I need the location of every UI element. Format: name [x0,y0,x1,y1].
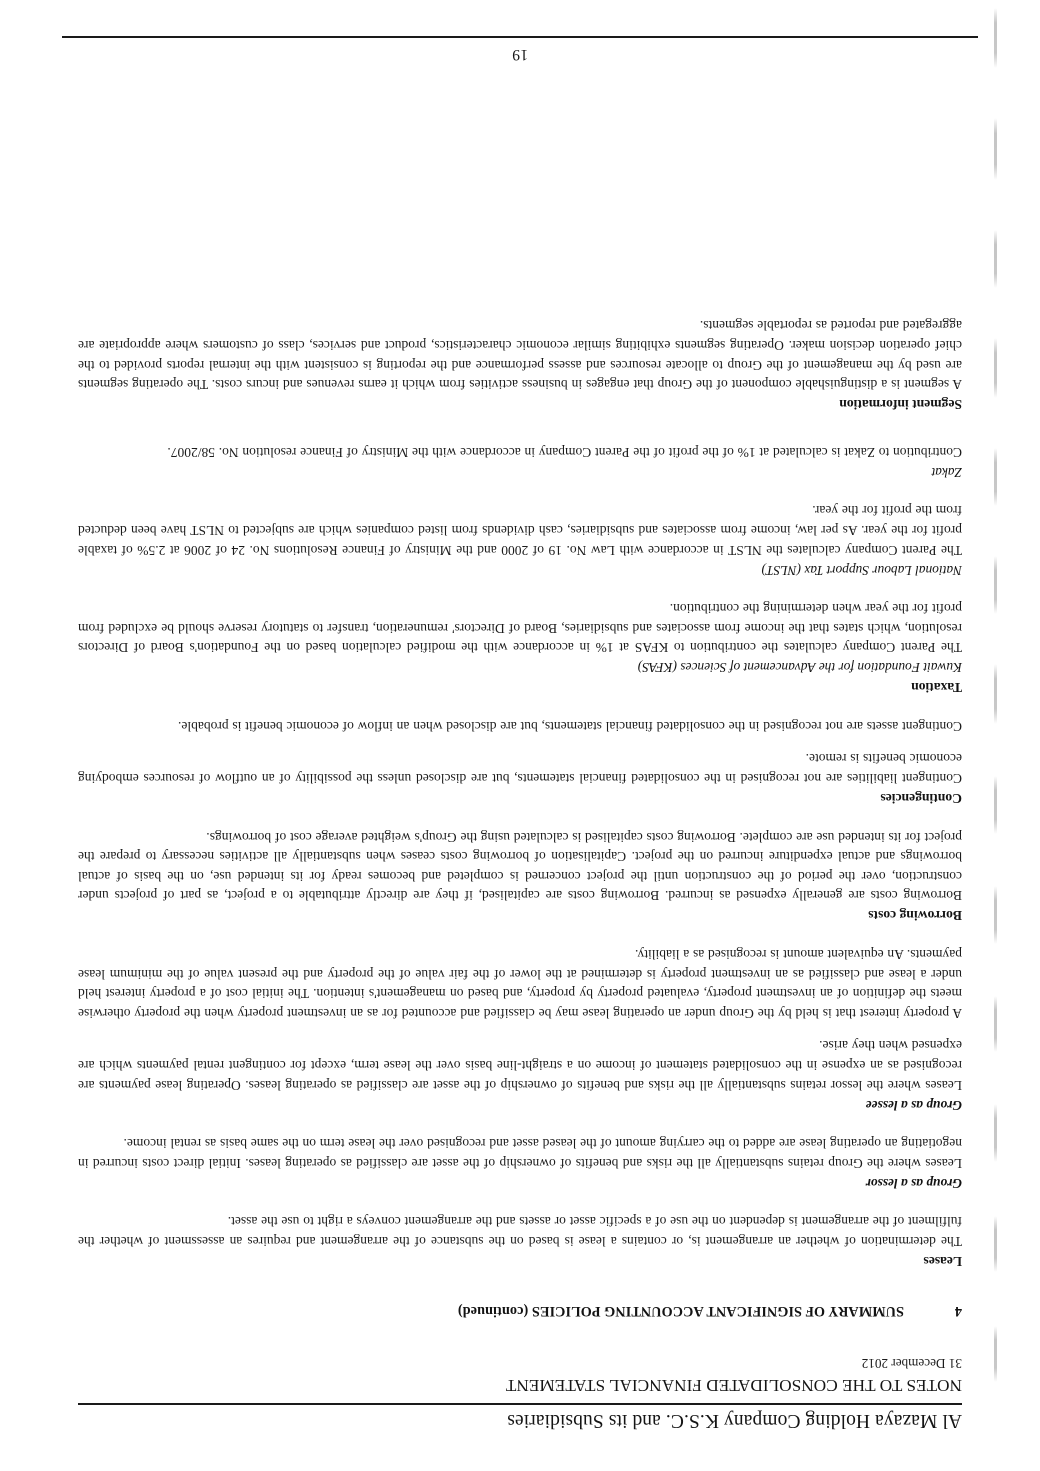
paragraph-contingencies-2: Contingent assets are not recognised in the consolidated financial statements, but are disclosed when an inflow of economic benefit is probable. [177,718,962,734]
section-heading [78,1302,962,1319]
paragraph-nlst: The Parent Company calculates the NLST in accordance with Law No. 19 of 2000 and the Ministry of Finance Resolutions No. 24 of 2006 at 2.5% of taxable profit for the year. As per law, income from associates and subsidiaries, cash dividends from listed companies which are subjected to NLST have been deducted from the profit for the year. [78,503,962,558]
paragraph-borrowing-costs: Borrowing costs are generally expensed as incurred. Borrowing costs are capitalised, if they are directly attributable to a project, as part of projects under construction, over the period of the construction until the project concerned is completed and becomes ready for its intended use, on the basis of actual borrowings and actual expenditure incurred on the project. Capitalisation of borrowing costs ceases when substantially all activities necessary to prepare the project for its intended use are complete. Borrowing costs capitalised is calculated using the Group's weighted average cost of borrowings. [78,829,962,904]
document-title: NOTES TO THE CONSOLIDATED FINANCIAL STATEMENT [505,1376,962,1395]
heading-leases: Leases [923,1254,962,1269]
section-title: SUMMARY OF SIGNIFICANT ACCOUNTING POLICIES (continued) [457,1303,904,1319]
document-title-block [78,1354,962,1433]
company-name-underline [78,1403,962,1405]
paragraph-group-as-a-lessee-1: Leases where the lessor retains substantially all the risks and benefits of ownership of the asset are classified as operating leases. Operating lease payments are recognised as an expense in the consolidated statement of income on a straight-line basis over the lease term, except for contingent rental payments which are expensed when they arise. [78,1038,962,1093]
section-number: 4 [954,1303,962,1319]
heading-nlst: National Labour Support Tax (NLST) [761,562,962,578]
paragraph-group-as-a-lessor: Leases where the Group retains substantially all the risks and benefits of ownership of the asset are classified as operating leases. Initial direct costs incurred in negotiating an operating lease are added to the carrying amount of the leased asset and recognised over the lease term on the same basis as rental income. [78,1136,962,1171]
company-name: Al Mazaya Holding Company K.S.C. and its Subsidiaries [507,1410,962,1431]
page-number: 19 [511,46,529,63]
heading-zakat: Zakat [931,464,962,480]
paragraph-zakat: Contribution to Zakat is calculated at 1% of the profit of the Parent Company in accordance with the Ministry of Finance resolution No. 58/2007. [167,444,962,460]
heading-segment-information: Segment information [839,397,962,413]
heading-borrowing-costs: Borrowing costs [868,908,962,924]
document-body [78,301,962,1271]
paragraph-group-as-a-lessee-2: A property interest that is held by the Group under an operating lease may be classified and accounted for as an investment property when the property otherwise meets the definition of an investment property, evaluated property by property, and based on management's intention. The initial cost of a property interest held under a lease and classified as an investment property is determined at the lower of the fair value of the property and the present value of the minimum lease payments. An equivalent amount is recognised as a liability. [78,947,962,1021]
paragraph-kfas: The Parent Company calculates the contribution to KFAS at 1% in accordance with the modified calculation based on the Foundation's Board of Directors resolution, which states that the income from associates and subsidiaries, Board of Directors' remuneration, transfer to statutory reserve should be excluded from profit for the year when determining the contribution. [78,601,962,656]
header-divider-rule [62,36,978,38]
document-date: 31 December 2012 [861,1356,962,1371]
heading-taxation: Taxation [911,680,962,696]
paragraph-segment-information: A segment is a distinguishable component of the Group that engages in business activities from which it earns revenues and incurs costs. The operating segments are used by the management of the Group to allocate resources and assess performance and the reporting is consistent with the internal reports provided to the chief operation decision maker. Operating segments exhibiting similar economic characteristics, product and services, class of customers where appropriate are aggregated and reported as reportable segments. [78,318,962,393]
heading-contingencies: Contingencies [880,791,962,807]
body-spacer [78,414,962,423]
heading-kfas: Kuwait Foundation for the Advancement of Sciences (KFAS) [637,660,962,676]
heading-group-as-a-lessor: Group as a lessor [865,1175,962,1191]
page-number-header [78,15,962,63]
paragraph-leases: The determination of whether an arrangement is, or contains a lease is based on the substance of the arrangement and requires an assessment of whether the fulfilment of the arrangement is dependent on the use of a specific asset or assets and the arrangement conveys a right to use the asset. [78,1214,962,1249]
page-content-column [78,0,962,1471]
heading-group-as-a-lessee: Group as a lessee [865,1097,962,1113]
paragraph-contingencies-1: Contingent liabilities are not recognised in the consolidated financial statements, but are disclosed unless the possibility of an outflow of resources embodying economic benefits is remote. [78,751,962,787]
